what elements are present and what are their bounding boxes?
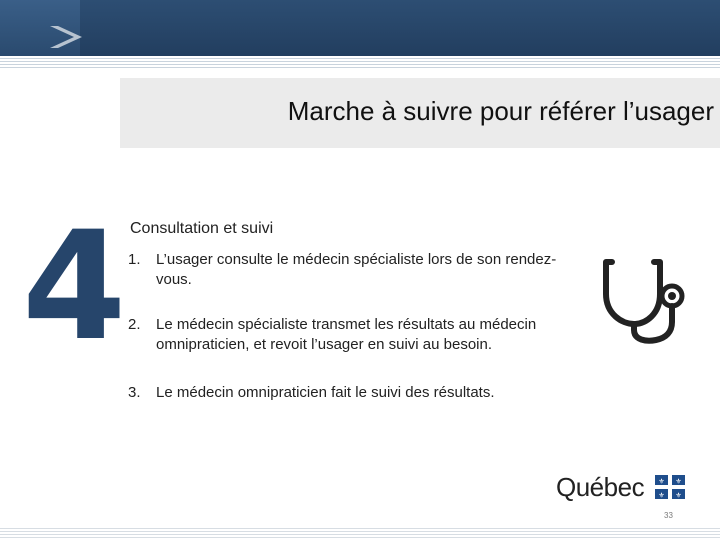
step-index: 1. <box>128 251 141 268</box>
step-number: 4 <box>22 200 127 374</box>
stethoscope-icon <box>596 248 692 348</box>
step-text: Le médecin omnipraticien fait le suivi des résultats. <box>156 384 495 401</box>
svg-text:⚜: ⚜ <box>658 477 665 486</box>
logo-wordmark: Québec <box>556 472 645 502</box>
page-number: 33 <box>664 511 673 520</box>
page-title: Marche à suivre pour référer l’usager <box>287 96 714 126</box>
step-text: Le médecin spécialiste transmet les résultats au médecin omnipraticien, et revoit l’usager en suivi au besoin. <box>156 316 537 353</box>
quebec-flag-icon <box>655 475 685 499</box>
list-item <box>128 383 588 403</box>
svg-text:⚜: ⚜ <box>675 491 682 499</box>
step-index: 3. <box>128 384 141 401</box>
step-index: 2. <box>128 316 141 333</box>
list-item <box>128 315 588 355</box>
quebec-logo <box>556 472 686 504</box>
header-stripes <box>0 56 720 70</box>
list-item <box>128 250 588 290</box>
svg-text:⚜: ⚜ <box>658 491 665 499</box>
chevron-right-icon <box>48 20 88 54</box>
section-heading: Consultation et suivi <box>130 220 274 237</box>
header-bar <box>0 0 720 56</box>
footer-stripes <box>0 526 720 540</box>
step-text: L’usager consulte le médecin spécialiste lors de son rendez-vous. <box>156 251 557 288</box>
svg-text:⚜: ⚜ <box>675 477 682 486</box>
steps-list <box>128 250 588 403</box>
